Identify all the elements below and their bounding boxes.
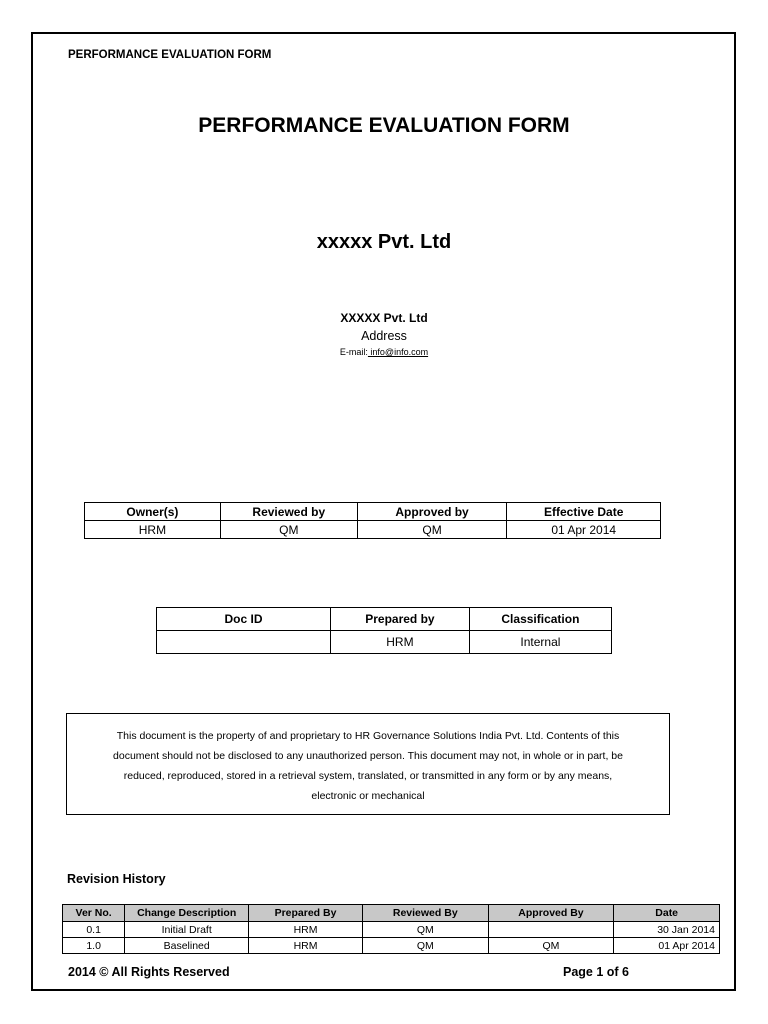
reviewed-by-header: Reviewed By bbox=[362, 905, 488, 922]
prepared-by-cell: HRM bbox=[249, 922, 363, 938]
owner-table bbox=[84, 502, 661, 539]
company-title: xxxxx Pvt. Ltd bbox=[316, 231, 452, 253]
date-header: Date bbox=[614, 905, 720, 922]
reviewed-by-cell: QM bbox=[362, 938, 488, 954]
classification-header: Classification bbox=[469, 608, 611, 631]
table-row bbox=[85, 521, 661, 539]
disclaimer-line: reduced, reproduced, stored in a retrieval system, translated, or transmitted in any form or by any means, bbox=[123, 770, 613, 782]
table-row bbox=[63, 922, 720, 938]
ver-no-cell: 1.0 bbox=[63, 938, 125, 954]
prepared-by-cell: HRM bbox=[249, 938, 363, 954]
ver-no-header: Ver No. bbox=[63, 905, 125, 922]
reviewed-by-cell: QM bbox=[362, 922, 488, 938]
company-name: XXXXX Pvt. Ltd bbox=[340, 311, 428, 325]
doc-id-cell bbox=[157, 631, 331, 654]
prepared-by-header: Prepared by bbox=[330, 608, 469, 631]
owner-cell: HRM bbox=[85, 521, 221, 539]
approved-by-header: Approved by bbox=[357, 503, 507, 521]
disclaimer-line: document should not be disclosed to any unauthorized person. This document may not, in whole or in part, be bbox=[113, 750, 623, 762]
doc-table bbox=[156, 607, 612, 654]
effective-date-cell: 01 Apr 2014 bbox=[507, 521, 661, 539]
header-label: PERFORMANCE EVALUATION FORM bbox=[68, 49, 272, 61]
change-description-cell: Initial Draft bbox=[125, 922, 249, 938]
revision-history-title: Revision History bbox=[67, 872, 166, 886]
approved-by-cell: QM bbox=[488, 938, 614, 954]
table-header-row bbox=[85, 503, 661, 521]
prepared-by-header: Prepared By bbox=[249, 905, 363, 922]
company-address: Address bbox=[361, 329, 407, 343]
reviewed-by-header: Reviewed by bbox=[220, 503, 357, 521]
table-row bbox=[63, 938, 720, 954]
ver-no-cell: 0.1 bbox=[63, 922, 125, 938]
change-description-header: Change Description bbox=[125, 905, 249, 922]
email-link[interactable]: info@info.com bbox=[367, 347, 429, 357]
footer-copyright: 2014 © All Rights Reserved bbox=[68, 965, 230, 979]
company-info bbox=[0, 309, 768, 359]
table-row bbox=[157, 631, 612, 654]
date-cell: 01 Apr 2014 bbox=[614, 938, 720, 954]
company-email bbox=[0, 345, 768, 359]
owner-header: Owner(s) bbox=[85, 503, 221, 521]
page-title: PERFORMANCE EVALUATION FORM bbox=[198, 114, 570, 137]
approved-by-cell bbox=[488, 922, 614, 938]
date-cell: 30 Jan 2014 bbox=[614, 922, 720, 938]
prepared-by-cell: HRM bbox=[330, 631, 469, 654]
reviewed-by-cell: QM bbox=[220, 521, 357, 539]
disclaimer-line: electronic or mechanical bbox=[311, 790, 425, 802]
table-header-row bbox=[157, 608, 612, 631]
doc-id-header: Doc ID bbox=[157, 608, 331, 631]
classification-cell: Internal bbox=[469, 631, 611, 654]
revision-table bbox=[62, 904, 720, 954]
effective-date-header: Effective Date bbox=[507, 503, 661, 521]
disclaimer-box bbox=[66, 713, 670, 815]
table-header-row bbox=[63, 905, 720, 922]
footer-page-number: Page 1 of 6 bbox=[563, 965, 629, 979]
change-description-cell: Baselined bbox=[125, 938, 249, 954]
approved-by-cell: QM bbox=[357, 521, 507, 539]
email-label: E-mail: bbox=[339, 347, 368, 357]
approved-by-header: Approved By bbox=[488, 905, 614, 922]
disclaimer-line: This document is the property of and proprietary to HR Governance Solutions India Pvt. Ltd. Contents of this bbox=[116, 730, 620, 742]
